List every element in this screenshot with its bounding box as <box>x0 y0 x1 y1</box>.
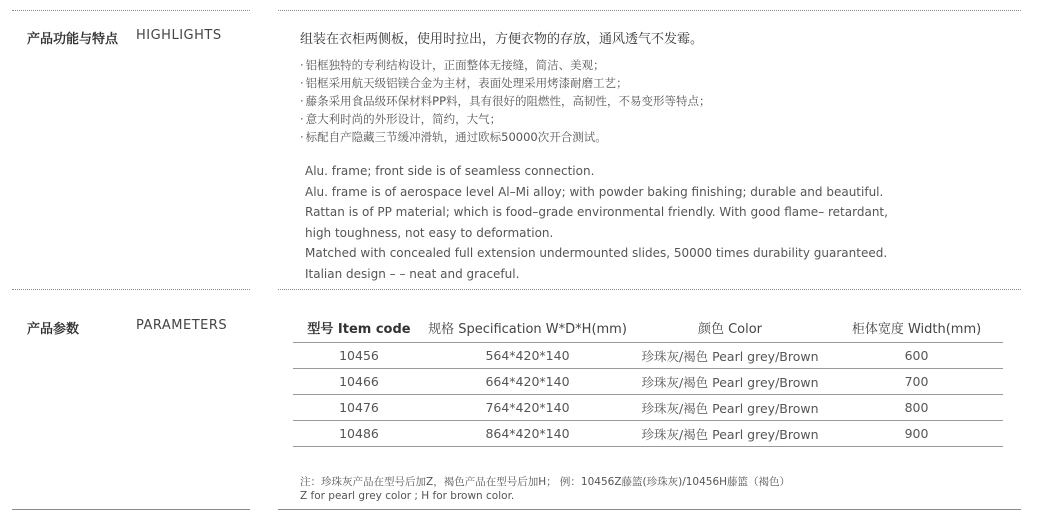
middle-divider-right <box>278 289 1021 290</box>
list-item: Rattan is of PP material; which is food–grade environmental friendly. With good flame– retardant, <box>305 205 888 219</box>
list-item: · 铝框采用航天级铝镁合金为主材，表面处理采用烤漆耐磨工艺； <box>300 74 711 92</box>
highlights-title-cn: 产品功能与特点 <box>27 32 119 47</box>
cell-width: 600 <box>830 343 1003 369</box>
list-item: high toughness, not easy to deformation. <box>305 225 554 240</box>
parameters-table <box>293 312 1003 447</box>
parameters-note <box>300 475 790 503</box>
cell-color: 珍珠灰/褐色 Pearl grey/Brown <box>630 343 830 369</box>
cell-item-code: 10476 <box>293 395 425 421</box>
list-item: Matched with concealed full extension undermounted slides, 50000 times durability guaranteed. <box>305 246 888 260</box>
table-row <box>293 395 1003 421</box>
cell-width: 700 <box>830 369 1003 395</box>
cell-specification: 864*420*140 <box>425 421 630 447</box>
parameters-title-cn: 产品参数 <box>27 322 80 337</box>
header-color: 颜色 Color <box>630 312 830 343</box>
cell-item-code: 10456 <box>293 343 425 369</box>
list-item: Italian design – – neat and graceful. <box>305 266 520 281</box>
header-item-code: 型号 Item code <box>293 312 425 343</box>
cell-specification: 664*420*140 <box>425 369 630 395</box>
list-item: Alu. frame; front side is of seamless connection. <box>305 164 595 178</box>
cell-item-code: 10466 <box>293 369 425 395</box>
highlights-points-cn <box>300 56 711 146</box>
cell-color: 珍珠灰/褐色 Pearl grey/Brown <box>630 395 830 421</box>
header-specification: 规格 Specification W*D*H(mm) <box>425 312 630 343</box>
cell-color: 珍珠灰/褐色 Pearl grey/Brown <box>630 369 830 395</box>
top-divider-right <box>278 10 1021 11</box>
list-item: · 藤条采用食品级环保材料PP料，具有很好的阻燃性，高韧性，不易变形等特点； <box>300 92 711 110</box>
table-header-row <box>293 312 1003 343</box>
bottom-divider-left <box>12 509 250 510</box>
table-row <box>293 369 1003 395</box>
cell-width: 900 <box>830 421 1003 447</box>
parameters-title-en: PARAMETERS <box>136 318 228 333</box>
list-item: Alu. frame is of aerospace level Al–Mi alloy; with powder baking finishing; durable and beautiful. <box>305 184 884 199</box>
highlights-lead: 组装在衣柜两侧板，使用时拉出，方便衣物的存放，通风透气不发霉。 <box>300 32 704 47</box>
table-row <box>293 421 1003 447</box>
list-item: · 铝框独特的专利结构设计，正面整体无接缝，简洁、美观； <box>300 56 711 74</box>
highlights-points-en <box>305 161 888 284</box>
note-en: Z for pearl grey color ; H for brown color. <box>300 490 515 502</box>
list-item: · 标配自产隐藏三节缓冲滑轨，通过欧标50000次开合测试。 <box>300 128 711 146</box>
cell-specification: 764*420*140 <box>425 395 630 421</box>
bottom-divider-right <box>278 509 1021 510</box>
cell-specification: 564*420*140 <box>425 343 630 369</box>
note-cn: 注：珍珠灰产品在型号后加Z，褐色产品在型号后加H； 例：10456Z藤篮(珍珠灰)/10456H藤篮（褐色） <box>300 476 791 488</box>
table-row <box>293 343 1003 369</box>
top-divider-left <box>12 10 250 11</box>
highlights-title-en: HIGHLIGHTS <box>136 28 222 43</box>
middle-divider-left <box>12 289 250 290</box>
cell-color: 珍珠灰/褐色 Pearl grey/Brown <box>630 421 830 447</box>
cell-item-code: 10486 <box>293 421 425 447</box>
header-width: 柜体宽度 Width(mm) <box>830 312 1003 343</box>
list-item: · 意大利时尚的外形设计，简约，大气； <box>300 110 711 128</box>
cell-width: 800 <box>830 395 1003 421</box>
